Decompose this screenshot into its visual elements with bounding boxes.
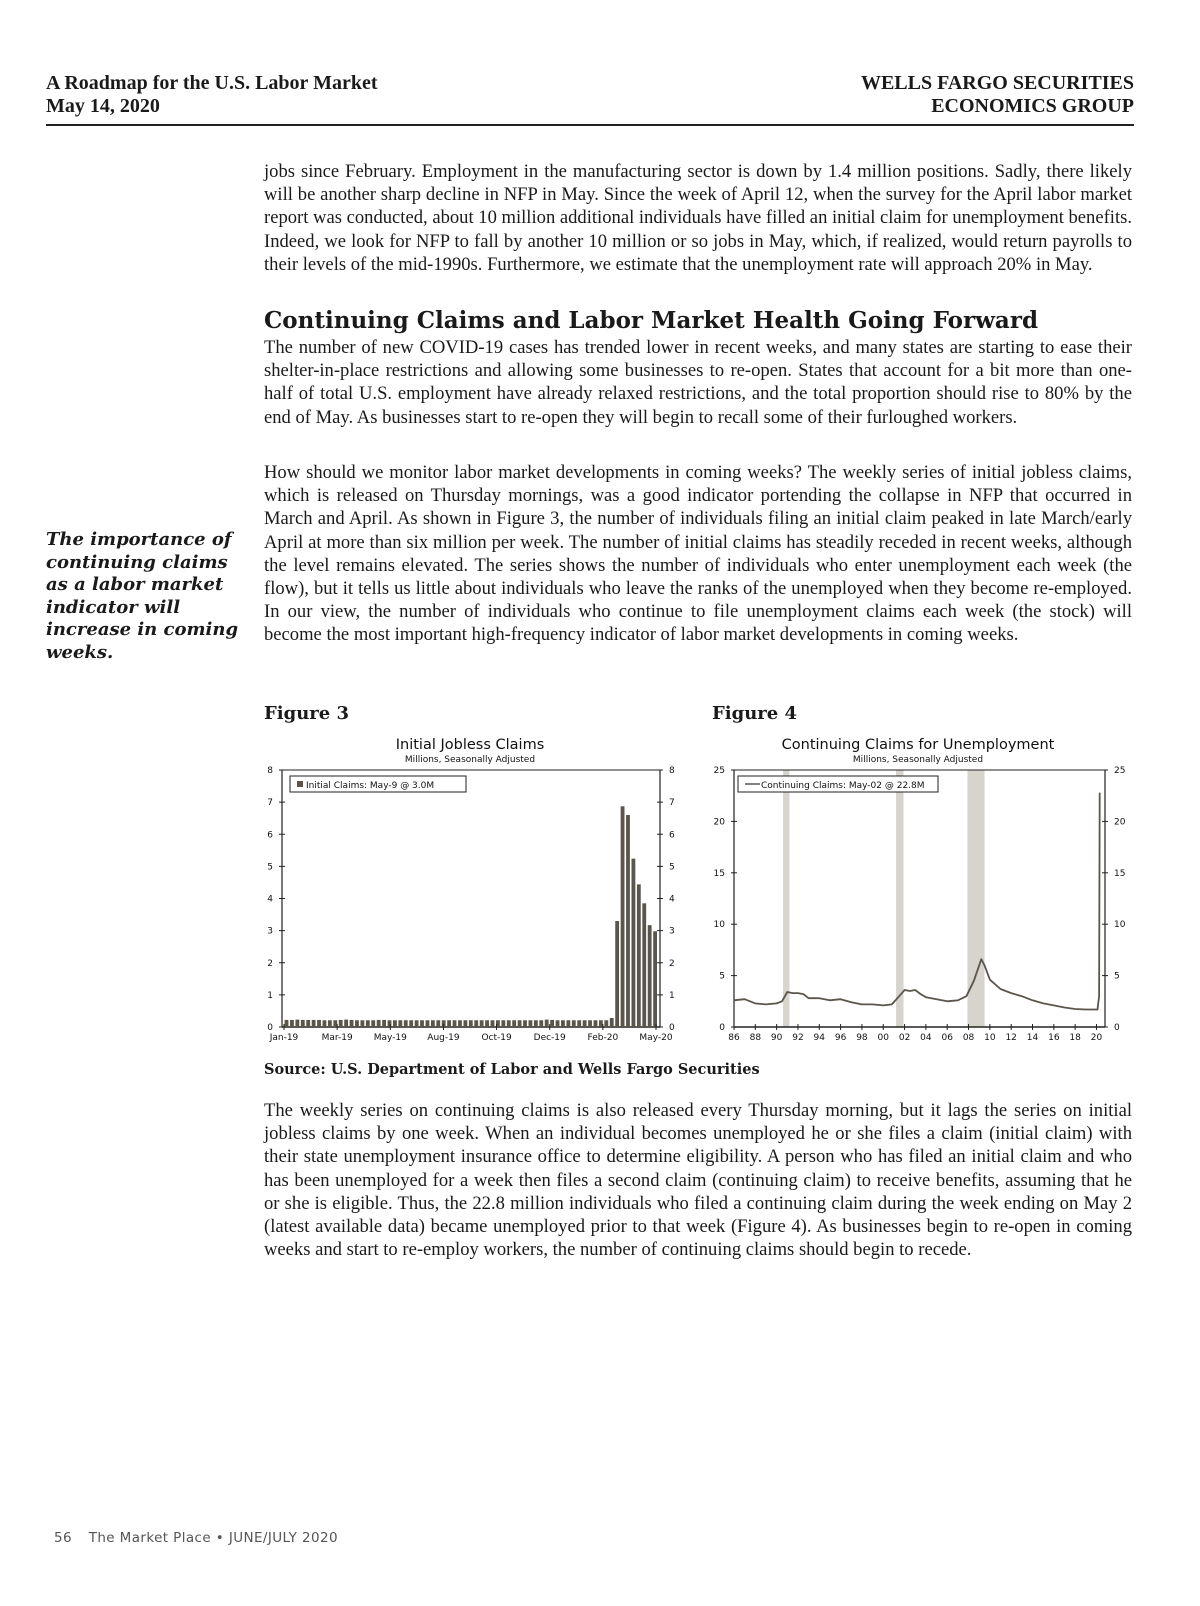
header-left bbox=[46, 72, 377, 118]
x-tick-label: 88 bbox=[749, 1033, 762, 1043]
bar bbox=[594, 1020, 598, 1027]
x-tick-label: 18 bbox=[1069, 1033, 1081, 1043]
y-tick-label: 1 bbox=[267, 990, 273, 1001]
x-tick-label: Dec-19 bbox=[533, 1033, 566, 1043]
section-heading: Continuing Claims and Labor Market Health Going Forward bbox=[264, 307, 1039, 334]
bar bbox=[474, 1020, 478, 1027]
y-tick-label: 6 bbox=[267, 830, 273, 841]
y-tick-label: 0 bbox=[719, 1023, 725, 1033]
bar bbox=[447, 1020, 451, 1027]
y-tick-label: 15 bbox=[1114, 868, 1126, 879]
x-tick-label: Feb-20 bbox=[587, 1033, 619, 1043]
bar bbox=[534, 1020, 538, 1027]
bar bbox=[599, 1020, 603, 1027]
bar bbox=[388, 1020, 392, 1027]
y-tick-label: 5 bbox=[669, 862, 675, 873]
bar bbox=[301, 1020, 305, 1027]
y-tick-label: 5 bbox=[267, 862, 273, 873]
bar bbox=[371, 1020, 375, 1027]
bar bbox=[469, 1020, 473, 1027]
bar bbox=[355, 1020, 359, 1027]
x-tick-label: 14 bbox=[1026, 1033, 1039, 1043]
bar bbox=[458, 1020, 462, 1027]
y-tick-label: 15 bbox=[713, 868, 725, 879]
legend-swatch bbox=[297, 781, 303, 787]
bar bbox=[453, 1020, 457, 1027]
bar bbox=[545, 1020, 549, 1027]
bar bbox=[350, 1020, 354, 1027]
bar bbox=[393, 1020, 397, 1027]
y-tick-label: 2 bbox=[669, 958, 675, 969]
bar bbox=[436, 1020, 440, 1027]
bar bbox=[539, 1020, 543, 1027]
y-tick-label: 25 bbox=[1114, 766, 1126, 776]
y-tick-label: 7 bbox=[669, 798, 675, 809]
bar bbox=[328, 1020, 332, 1027]
x-tick-label: 16 bbox=[1048, 1033, 1060, 1043]
bar bbox=[398, 1020, 402, 1027]
bar bbox=[550, 1020, 554, 1027]
y-tick-label: 20 bbox=[1114, 817, 1126, 828]
x-tick-label: 98 bbox=[856, 1033, 868, 1043]
figure-4-label: Figure 4 bbox=[712, 703, 798, 724]
org-name: WELLS FARGO SECURITIES bbox=[860, 72, 1134, 94]
paragraph-text: jobs since February. Employment in the manufacturing sector is down by 1.4 million positions. Sadly, there likely will be another sharp decline in NFP in May. Since the week of April 12, when the survey for the April labor market report was conducted, about 10 million additional individuals have filled an initial claim for unemployment benefits. Indeed, we look for NFP to fall by another 10 million or so jobs in May, which, if realized, would return payrolls to their levels of the mid-1990s. Furthermore, we estimate that the unemployment rate will approach 20% in May. bbox=[264, 161, 1133, 275]
x-tick-label: 94 bbox=[813, 1033, 826, 1043]
y-tick-label: 3 bbox=[267, 926, 273, 937]
bar bbox=[637, 884, 641, 1027]
x-tick-label: 90 bbox=[770, 1033, 783, 1043]
x-tick-label: Mar-19 bbox=[321, 1033, 353, 1043]
bar bbox=[333, 1020, 337, 1027]
bar bbox=[344, 1020, 348, 1027]
sidebar-pull-quote: The importance of continuing claims as a labor market indicator will increase in coming weeks. bbox=[46, 529, 239, 663]
y-tick-label: 8 bbox=[267, 766, 273, 776]
chart-subtitle: Millions, Seasonally Adjusted bbox=[852, 755, 984, 765]
bar bbox=[377, 1020, 381, 1027]
y-tick-label: 3 bbox=[669, 926, 675, 937]
y-tick-label: 10 bbox=[1114, 920, 1126, 931]
bar bbox=[642, 903, 646, 1027]
y-tick-label: 6 bbox=[669, 830, 675, 841]
bar bbox=[501, 1020, 505, 1027]
bar bbox=[615, 921, 619, 1027]
bar bbox=[529, 1020, 533, 1027]
x-tick-label: Jan-19 bbox=[269, 1033, 299, 1043]
x-tick-label: Oct-19 bbox=[481, 1033, 512, 1043]
bar bbox=[653, 931, 657, 1027]
bar bbox=[339, 1020, 343, 1027]
bar bbox=[561, 1020, 565, 1027]
paragraph-4 bbox=[264, 1099, 1132, 1261]
bar bbox=[415, 1020, 419, 1027]
bar bbox=[431, 1020, 435, 1027]
legend-label: Initial Claims: May-9 @ 3.0M bbox=[306, 781, 435, 791]
report-title: A Roadmap for the U.S. Labor Market bbox=[46, 72, 378, 94]
paragraph-text: How should we monitor labor market developments in coming weeks? The weekly series of initial jobless claims, which is released on Thursday mornings, was a good indicator portending the collapse in NFP that occurred in March and April. As shown in Figure 3, the number of individuals filing an initial claim peaked in late March/early April at more than six million per week. The number of initial claims has steadily receded in recent weeks, although the level remains elevated. The series shows the number of individuals who enter unemployment each week (the flow), but it tells us little about individuals who leave the ranks of the unemployed when they become re-employed. In our view, the number of individuals who continue to file unemployment claims each week (the stock) will become the most important high-frequency indicator of labor market developments in coming weeks. bbox=[264, 462, 1132, 646]
bar bbox=[463, 1020, 467, 1027]
x-tick-label: Aug-19 bbox=[427, 1033, 460, 1043]
y-tick-label: 5 bbox=[719, 971, 725, 982]
x-tick-label: 00 bbox=[877, 1033, 889, 1043]
paragraph-text: The weekly series on continuing claims is also released every Thursday morning, but it lags the series on initial jobless claims by one week. When an individual becomes unemployed he or she files a claim (initial claim) with their state unemployment insurance office to determine eligibility. A person who has filed an initial claim and who has been unemployed for a week then files a second claim (continuing claim) to receive benefits, assuming that he or she is eligible. Thus, the 22.8 million individuals who filed a continuing claim during the week ending on May 2 (latest available data) became unemployed prior to that week (Figure 4). As businesses begin to re-open in coming weeks and start to re-employ workers, the number of continuing claims should begin to recede. bbox=[264, 1100, 1132, 1261]
y-tick-label: 0 bbox=[1114, 1023, 1120, 1033]
page-header bbox=[46, 72, 1134, 126]
header-right bbox=[861, 72, 1134, 118]
bar bbox=[577, 1020, 581, 1027]
y-tick-label: 20 bbox=[713, 817, 725, 828]
bar bbox=[610, 1018, 614, 1027]
bar bbox=[323, 1020, 327, 1027]
x-tick-label: 08 bbox=[962, 1033, 975, 1043]
paragraph-3 bbox=[264, 461, 1132, 647]
x-tick-label: 92 bbox=[792, 1033, 804, 1043]
y-tick-label: 25 bbox=[713, 766, 725, 776]
paragraph-2 bbox=[264, 336, 1132, 429]
x-tick-label: 20 bbox=[1090, 1033, 1103, 1043]
bar bbox=[420, 1020, 424, 1027]
y-tick-label: 7 bbox=[267, 798, 273, 809]
x-tick-label: 02 bbox=[898, 1033, 911, 1043]
x-tick-label: 86 bbox=[728, 1033, 740, 1043]
page-number: 56 bbox=[54, 1530, 72, 1546]
chart-subtitle: Millions, Seasonally Adjusted bbox=[404, 755, 536, 765]
x-tick-label: May-19 bbox=[373, 1033, 407, 1043]
bar bbox=[485, 1020, 489, 1027]
y-tick-label: 8 bbox=[669, 766, 675, 776]
bar bbox=[648, 925, 652, 1027]
bar bbox=[491, 1020, 495, 1027]
y-tick-label: 1 bbox=[669, 990, 675, 1001]
figure-source: Source: U.S. Department of Labor and Wells Fargo Securities bbox=[264, 1061, 760, 1078]
y-tick-label: 0 bbox=[669, 1023, 675, 1033]
bar bbox=[566, 1020, 570, 1027]
legend-label: Continuing Claims: May-02 @ 22.8M bbox=[761, 781, 925, 791]
chart-title: Continuing Claims for Unemployment bbox=[781, 737, 1055, 753]
figure-3-label: Figure 3 bbox=[264, 703, 350, 724]
x-tick-label: 10 bbox=[984, 1033, 996, 1043]
bar bbox=[572, 1020, 576, 1027]
bar bbox=[317, 1020, 321, 1027]
initial-claims-chart bbox=[260, 732, 690, 1052]
bar bbox=[556, 1020, 560, 1027]
org-group: ECONOMICS GROUP bbox=[931, 95, 1134, 117]
y-tick-label: 0 bbox=[267, 1023, 273, 1033]
bar bbox=[604, 1020, 608, 1027]
bar bbox=[512, 1020, 516, 1027]
bar bbox=[285, 1020, 289, 1027]
bar bbox=[523, 1020, 527, 1027]
bar bbox=[366, 1020, 370, 1027]
x-tick-label: 96 bbox=[834, 1033, 847, 1043]
y-tick-label: 5 bbox=[1114, 971, 1120, 982]
x-tick-label: 06 bbox=[941, 1033, 953, 1043]
report-date: May 14, 2020 bbox=[46, 95, 160, 117]
page-footer bbox=[54, 1530, 338, 1546]
bar bbox=[290, 1020, 294, 1027]
bar bbox=[621, 806, 625, 1027]
y-tick-label: 4 bbox=[267, 894, 273, 905]
bar bbox=[295, 1020, 299, 1027]
chart-title: Initial Jobless Claims bbox=[395, 737, 545, 753]
bar bbox=[426, 1020, 430, 1027]
paragraph-text: The number of new COVID-19 cases has trended lower in recent weeks, and many states are starting to ease their shelter-in-place restrictions and allowing some businesses to re-open. States that account for a bit more than one-half of total U.S. employment have already relaxed restrictions, and the total proportion should rise to 80% by the end of May. As businesses start to re-open they will begin to recall some of their furloughed workers. bbox=[264, 337, 1132, 428]
bar bbox=[360, 1020, 364, 1027]
y-tick-label: 2 bbox=[267, 958, 273, 969]
bar bbox=[404, 1020, 408, 1027]
continuing-claims-chart bbox=[700, 732, 1140, 1052]
bar bbox=[312, 1020, 316, 1027]
bar bbox=[583, 1020, 587, 1027]
paragraph-1 bbox=[264, 160, 1132, 276]
bar bbox=[480, 1020, 484, 1027]
bar bbox=[409, 1020, 413, 1027]
bar bbox=[626, 815, 630, 1027]
bar bbox=[382, 1020, 386, 1027]
bar bbox=[306, 1020, 310, 1027]
x-tick-label: 04 bbox=[920, 1033, 932, 1043]
recession-band bbox=[783, 770, 789, 1027]
y-tick-label: 10 bbox=[713, 920, 725, 931]
recession-band bbox=[896, 770, 903, 1027]
bar bbox=[588, 1020, 592, 1027]
x-tick-label: 12 bbox=[1005, 1033, 1017, 1043]
x-tick-label: May-20 bbox=[639, 1033, 673, 1043]
y-tick-label: 4 bbox=[669, 894, 675, 905]
publication-name: The Market Place • JUNE/JULY 2020 bbox=[88, 1530, 338, 1546]
bar bbox=[507, 1020, 511, 1027]
bar bbox=[518, 1020, 522, 1027]
bar bbox=[631, 859, 635, 1027]
